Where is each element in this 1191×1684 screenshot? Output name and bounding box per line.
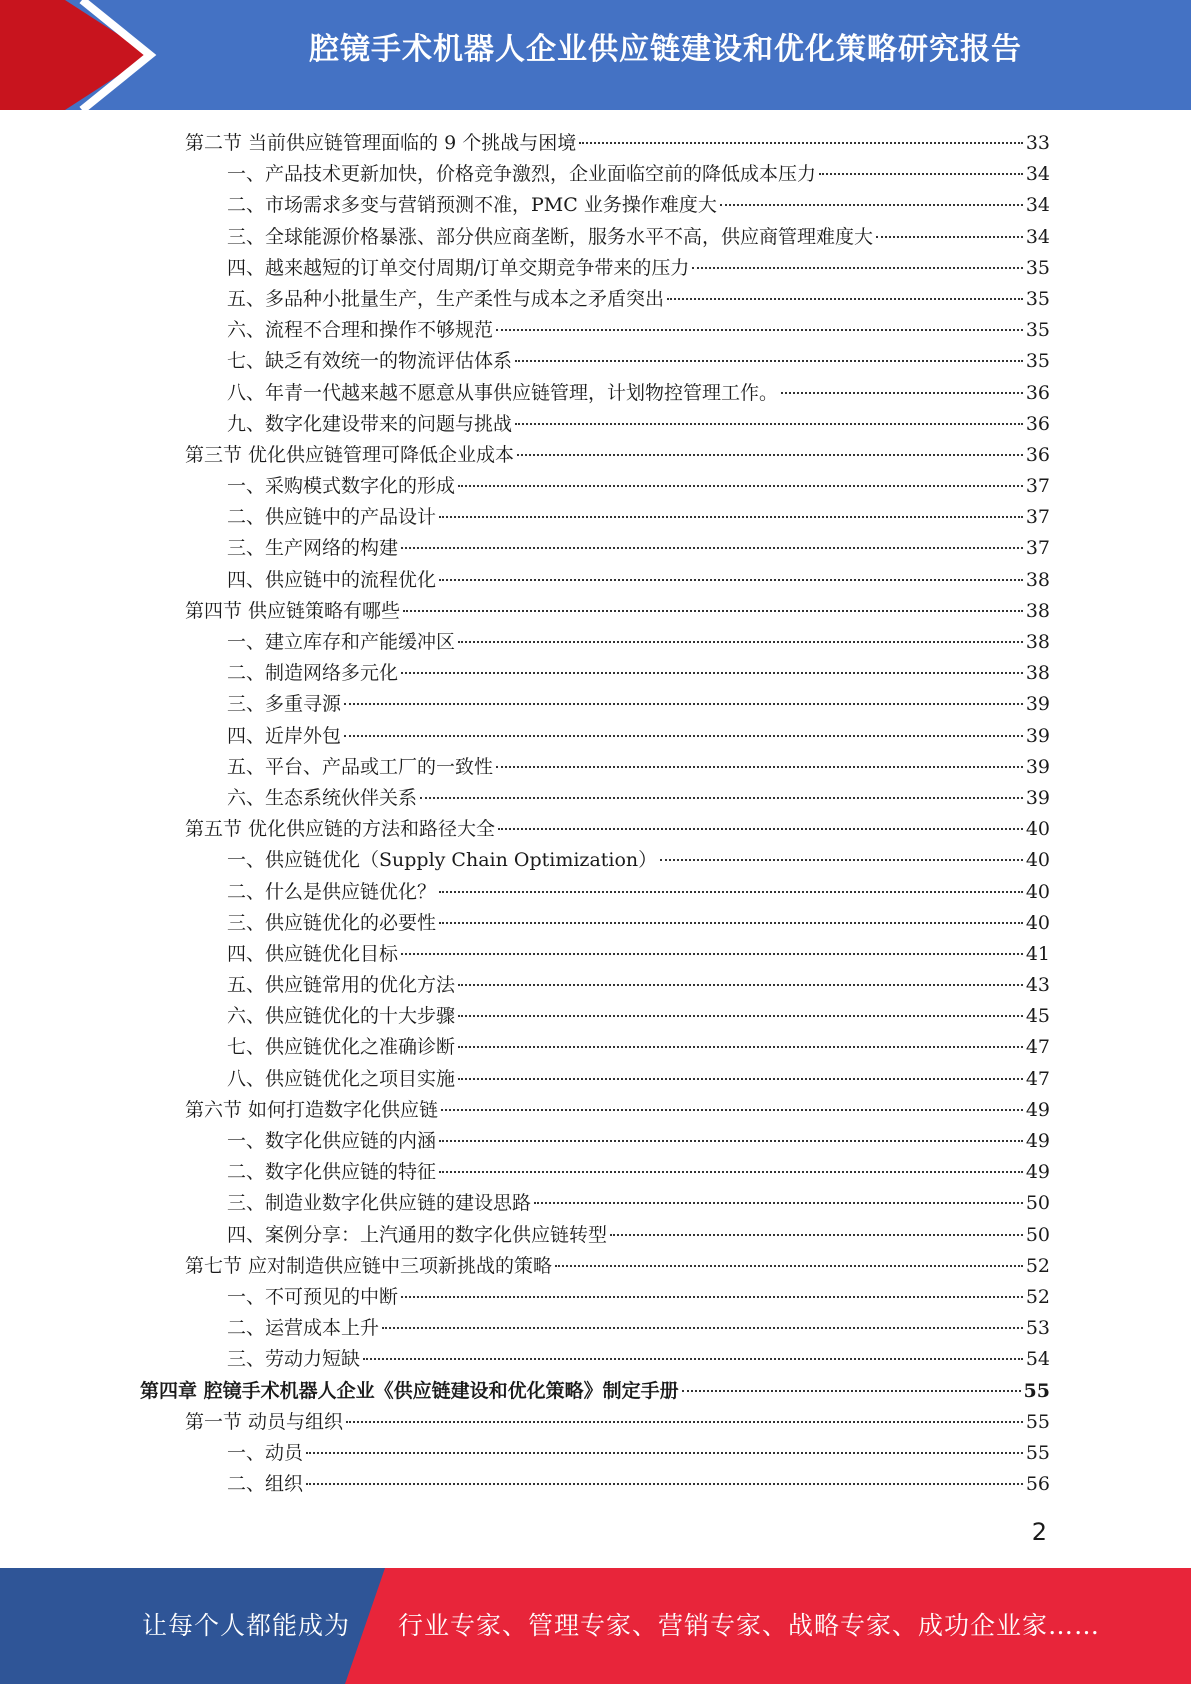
- toc-entry-page: 34: [1025, 163, 1050, 186]
- toc-dot-leader: [401, 1296, 1023, 1298]
- toc-entry-title: 六、生态系统伙伴关系: [227, 786, 418, 809]
- toc-entry-page: 38: [1025, 631, 1050, 653]
- toc-subsection[interactable]: [140, 1064, 1050, 1095]
- toc-dot-leader: [401, 953, 1023, 955]
- toc-subsection[interactable]: [140, 783, 1050, 814]
- report-title: 腔镜手术机器人企业供应链建设和优化策略研究报告: [309, 32, 1022, 67]
- toc-subsection[interactable]: [140, 1032, 1050, 1063]
- toc-subsection[interactable]: [140, 565, 1050, 596]
- toc-dot-leader: [382, 1327, 1023, 1329]
- toc-entry-title: 四、供应链中的流程优化: [227, 568, 437, 591]
- toc-subsection[interactable]: [140, 1157, 1050, 1188]
- toc-dot-leader: [401, 672, 1023, 674]
- toc-subsection[interactable]: [140, 1188, 1050, 1219]
- toc-entry-page: 49: [1025, 1098, 1050, 1121]
- toc-dot-leader: [515, 423, 1023, 425]
- toc-subsection[interactable]: [140, 1313, 1050, 1344]
- toc-subsection[interactable]: [140, 689, 1050, 720]
- toc-dot-leader: [819, 173, 1023, 175]
- toc-subsection[interactable]: [140, 346, 1050, 377]
- toc-dot-leader: [439, 516, 1023, 518]
- toc-subsection[interactable]: [140, 877, 1050, 908]
- toc-entry-page: 36: [1025, 381, 1050, 404]
- toc-entry-page: 49: [1025, 1161, 1050, 1184]
- toc-dot-leader: [306, 1452, 1023, 1454]
- toc-entry-title: 二、组织: [227, 1473, 304, 1496]
- toc-subsection[interactable]: [140, 533, 1050, 564]
- toc-entry-page: 37: [1025, 506, 1050, 529]
- toc-entry-page: 36: [1025, 443, 1050, 466]
- toc-entry-title: 五、供应链常用的优化方法: [227, 974, 456, 997]
- toc-entry-title: 四、案例分享：上汽通用的数字化供应链转型: [227, 1223, 608, 1246]
- toc-entry-title: 八、供应链优化之项目实施: [227, 1067, 456, 1090]
- toc-entry-page: 35: [1025, 256, 1050, 279]
- toc-section[interactable]: [140, 1095, 1050, 1126]
- toc-dot-leader: [458, 1046, 1023, 1048]
- toc-section[interactable]: [140, 440, 1050, 471]
- toc-subsection[interactable]: [140, 222, 1050, 253]
- toc-entry-title: 八、年青一代越来越不愿意从事供应链管理，计划物控管理工作。: [227, 381, 779, 404]
- toc-entry-title: 三、多重寻源: [227, 693, 342, 716]
- toc-entry-title: 一、动员: [227, 1441, 304, 1464]
- table-of-contents: [140, 128, 1050, 1500]
- toc-entry-title: 一、不可预见的中断: [227, 1285, 399, 1308]
- toc-subsection[interactable]: [140, 315, 1050, 346]
- toc-entry-page: 52: [1025, 1285, 1050, 1308]
- footer-slogan-right: 行业专家、管理专家、营销专家、战略专家、成功企业家……: [398, 1611, 1101, 1640]
- toc-dot-leader: [579, 142, 1023, 144]
- toc-entry-title: 三、生产网络的构建: [227, 537, 399, 560]
- toc-entry-title: 三、劳动力短缺: [227, 1348, 361, 1371]
- toc-entry-page: 55: [1023, 1379, 1050, 1402]
- toc-entry-title: 二、运营成本上升: [227, 1317, 380, 1340]
- toc-dot-leader: [363, 1358, 1023, 1360]
- toc-entry-title: 四、供应链优化目标: [227, 942, 399, 965]
- toc-entry-title: 一、供应链优化（Supply Chain Optimization）: [227, 849, 658, 872]
- footer-slogan-left: 让每个人都能成为: [142, 1611, 351, 1640]
- toc-dot-leader: [420, 797, 1023, 799]
- toc-section[interactable]: [140, 596, 1050, 627]
- toc-subsection[interactable]: [140, 284, 1050, 315]
- toc-dot-leader: [660, 859, 1023, 861]
- toc-subsection[interactable]: [140, 752, 1050, 783]
- toc-entry-page: 37: [1025, 475, 1050, 498]
- toc-dot-leader: [555, 1265, 1023, 1267]
- toc-entry-page: 43: [1025, 974, 1050, 997]
- toc-entry-title: 第五节 优化供应链的方法和路径大全: [185, 818, 496, 841]
- toc-entry-title: 三、制造业数字化供应链的建设思路: [227, 1192, 532, 1215]
- toc-entry-page: 40: [1025, 880, 1050, 903]
- header-red-chevron: [0, 0, 150, 110]
- toc-section[interactable]: [140, 128, 1050, 159]
- toc-dot-leader: [458, 1015, 1023, 1017]
- toc-entry-page: 49: [1025, 1130, 1050, 1152]
- toc-dot-leader: [439, 891, 1023, 893]
- toc-dot-leader: [458, 485, 1023, 487]
- toc-dot-leader: [496, 329, 1023, 331]
- toc-subsection[interactable]: [140, 159, 1050, 190]
- toc-subsection[interactable]: [140, 627, 1050, 658]
- toc-entry-title: 二、什么是供应链优化？: [227, 880, 437, 903]
- toc-subsection[interactable]: [140, 1001, 1050, 1032]
- toc-entry-page: 38: [1025, 568, 1050, 591]
- toc-subsection[interactable]: [140, 1469, 1050, 1500]
- toc-section[interactable]: [140, 814, 1050, 845]
- page-footer: [0, 1568, 1191, 1684]
- toc-entry-title: 九、数字化建设带来的问题与挑战: [227, 412, 513, 435]
- toc-entry-page: 45: [1025, 1005, 1050, 1028]
- toc-subsection[interactable]: [140, 939, 1050, 970]
- toc-entry-page: 39: [1025, 786, 1050, 809]
- toc-dot-leader: [498, 828, 1023, 830]
- toc-entry-page: 38: [1025, 599, 1050, 622]
- toc-subsection[interactable]: [140, 378, 1050, 409]
- toc-entry-title: 五、平台、产品或工厂的一致性: [227, 755, 494, 778]
- toc-entry-title: 二、制造网络多元化: [227, 662, 399, 685]
- toc-dot-leader: [401, 547, 1023, 549]
- toc-subsection[interactable]: [140, 721, 1050, 752]
- toc-entry-page: 34: [1025, 225, 1050, 248]
- toc-dot-leader: [876, 236, 1023, 238]
- toc-subsection[interactable]: [140, 471, 1050, 502]
- toc-entry-page: 47: [1025, 1036, 1050, 1059]
- toc-entry-page: 50: [1025, 1192, 1050, 1215]
- toc-entry-title: 三、全球能源价格暴涨、部分供应商垄断，服务水平不高，供应商管理难度大: [227, 225, 874, 248]
- toc-entry-page: 41: [1025, 942, 1050, 965]
- toc-entry-page: 52: [1025, 1254, 1050, 1277]
- toc-dot-leader: [458, 641, 1023, 643]
- toc-entry-page: 55: [1025, 1441, 1050, 1464]
- toc-entry-title: 二、市场需求多变与营销预测不准，PMC 业务操作难度大: [227, 194, 717, 217]
- toc-entry-title: 三、供应链优化的必要性: [227, 911, 437, 934]
- toc-subsection[interactable]: [140, 845, 1050, 876]
- toc-entry-title: 六、流程不合理和操作不够规范: [227, 319, 494, 342]
- toc-entry-page: 54: [1025, 1348, 1050, 1371]
- toc-dot-leader: [781, 392, 1023, 394]
- toc-entry-page: 37: [1025, 537, 1050, 560]
- toc-entry-title: 第四章 腔镜手术机器人企业《供应链建设和优化策略》制定手册: [140, 1379, 679, 1402]
- toc-dot-leader: [610, 1234, 1023, 1236]
- toc-entry-page: 50: [1025, 1223, 1050, 1246]
- toc-entry-title: 第二节 当前供应链管理面临的 9 个挑战与困境: [185, 132, 577, 154]
- toc-dot-leader: [496, 766, 1023, 768]
- toc-section[interactable]: [140, 1407, 1050, 1438]
- toc-entry-page: 47: [1025, 1067, 1050, 1090]
- toc-entry-page: 40: [1025, 849, 1050, 872]
- toc-subsection[interactable]: [140, 502, 1050, 533]
- toc-dot-leader: [517, 454, 1023, 456]
- toc-entry-title: 四、越来越短的订单交付周期/订单交期竞争带来的压力: [227, 256, 690, 279]
- toc-subsection[interactable]: [140, 908, 1050, 939]
- toc-entry-title: 四、近岸外包: [227, 724, 342, 747]
- toc-dot-leader: [441, 1109, 1023, 1111]
- toc-entry-title: 第四节 供应链策略有哪些: [185, 599, 401, 622]
- toc-dot-leader: [439, 579, 1023, 581]
- toc-dot-leader: [439, 1171, 1023, 1173]
- toc-chapter[interactable]: [140, 1376, 1050, 1407]
- toc-subsection[interactable]: [140, 1282, 1050, 1313]
- toc-dot-leader: [534, 1202, 1023, 1204]
- toc-entry-page: 35: [1025, 350, 1050, 373]
- toc-entry-page: 34: [1025, 194, 1050, 217]
- toc-dot-leader: [344, 735, 1023, 737]
- page-header: [0, 0, 1191, 110]
- toc-entry-title: 七、缺乏有效统一的物流评估体系: [227, 350, 513, 373]
- toc-entry-page: 33: [1025, 132, 1050, 154]
- toc-dot-leader: [306, 1483, 1023, 1485]
- toc-entry-title: 二、供应链中的产品设计: [227, 506, 437, 529]
- toc-dot-leader: [439, 922, 1023, 924]
- toc-entry-page: 40: [1025, 911, 1050, 934]
- toc-subsection[interactable]: [140, 409, 1050, 440]
- toc-entry-title: 七、供应链优化之准确诊断: [227, 1036, 456, 1059]
- toc-entry-title: 一、产品技术更新加快，价格竞争激烈，企业面临空前的降低成本压力: [227, 163, 817, 186]
- toc-entry-title: 第三节 优化供应链管理可降低企业成本: [185, 443, 515, 466]
- toc-entry-page: 55: [1025, 1410, 1050, 1433]
- toc-subsection[interactable]: [140, 1344, 1050, 1375]
- toc-entry-title: 五、多品种小批量生产，生产柔性与成本之矛盾突出: [227, 287, 665, 310]
- toc-dot-leader: [682, 1390, 1021, 1392]
- toc-dot-leader: [344, 703, 1023, 705]
- toc-dot-leader: [458, 984, 1023, 986]
- toc-subsection[interactable]: [140, 190, 1050, 221]
- toc-entry-title: 一、采购模式数字化的形成: [227, 475, 456, 498]
- toc-entry-title: 二、数字化供应链的特征: [227, 1161, 437, 1184]
- toc-entry-title: 第一节 动员与组织: [185, 1410, 344, 1433]
- toc-entry-title: 一、数字化供应链的内涵: [227, 1130, 437, 1152]
- toc-entry-title: 六、供应链优化的十大步骤: [227, 1005, 456, 1028]
- toc-dot-leader: [720, 204, 1023, 206]
- toc-subsection[interactable]: [140, 970, 1050, 1001]
- toc-entry-page: 38: [1025, 662, 1050, 685]
- toc-dot-leader: [403, 610, 1023, 612]
- toc-dot-leader: [458, 1078, 1023, 1080]
- toc-dot-leader: [515, 360, 1023, 362]
- toc-entry-title: 第六节 如何打造数字化供应链: [185, 1098, 439, 1121]
- toc-entry-title: 第七节 应对制造供应链中三项新挑战的策略: [185, 1254, 553, 1277]
- toc-subsection[interactable]: [140, 1438, 1050, 1469]
- toc-entry-page: 35: [1025, 287, 1050, 310]
- toc-dot-leader: [439, 1140, 1023, 1142]
- toc-entry-page: 56: [1025, 1473, 1050, 1496]
- toc-entry-title: 一、建立库存和产能缓冲区: [227, 631, 456, 653]
- toc-dot-leader: [692, 267, 1022, 269]
- toc-entry-page: 53: [1025, 1317, 1050, 1340]
- toc-subsection[interactable]: [140, 658, 1050, 689]
- toc-dot-leader: [346, 1421, 1023, 1423]
- toc-entry-page: 40: [1025, 818, 1050, 841]
- toc-entry-page: 39: [1025, 724, 1050, 747]
- toc-entry-page: 39: [1025, 755, 1050, 778]
- toc-entry-page: 36: [1025, 412, 1050, 435]
- toc-entry-page: 39: [1025, 693, 1050, 716]
- toc-dot-leader: [667, 298, 1023, 300]
- toc-subsection[interactable]: [140, 253, 1050, 284]
- toc-entry-page: 35: [1025, 319, 1050, 342]
- toc-subsection[interactable]: [140, 1220, 1050, 1251]
- page-number: 2: [1031, 1518, 1047, 1546]
- toc-subsection[interactable]: [140, 1126, 1050, 1157]
- toc-section[interactable]: [140, 1251, 1050, 1282]
